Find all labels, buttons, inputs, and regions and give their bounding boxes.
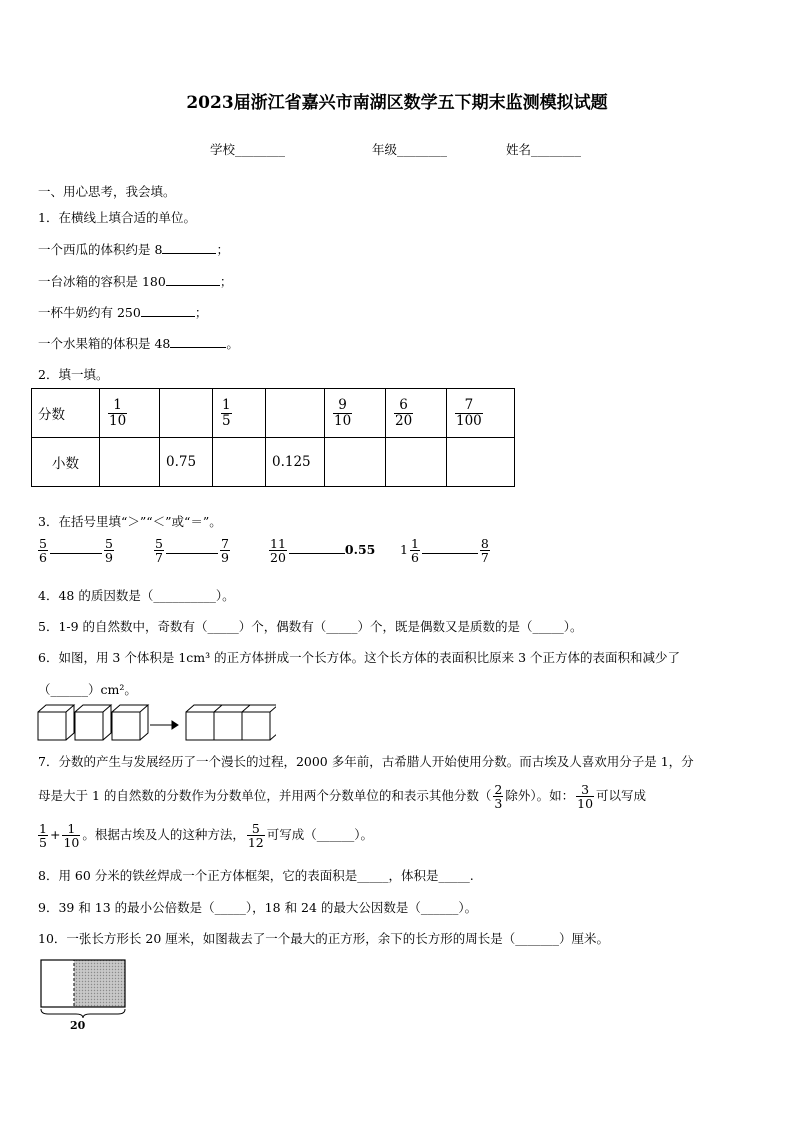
q1-line-tail: 。 — [226, 336, 239, 351]
table-cell-blank[interactable] — [100, 438, 160, 487]
row-label: 分数 — [32, 389, 100, 438]
q1-line-1 — [38, 240, 229, 258]
answer-blank[interactable] — [162, 240, 216, 254]
q6-line-1: 6．如图，用 3 个体积是 1cm³ 的正方体拼成一个长方体。这个长方体的表面积比原来 3 个正方体的表面积和减少了 — [38, 650, 681, 665]
school-blank[interactable]: ________ — [235, 142, 286, 157]
grade-field — [372, 140, 447, 158]
table-cell-blank[interactable] — [160, 389, 213, 438]
page-title: 2023届浙江省嘉兴市南湖区数学五下期末监测模拟试题 — [186, 93, 608, 113]
q1-stem: 1．在横线上填合适的单位。 — [38, 210, 196, 225]
grade-blank[interactable]: ________ — [397, 142, 448, 157]
compare-item-1: $\frac{5}{6}$ $\frac{5}{9}$ — [39, 536, 113, 566]
table-cell-blank[interactable] — [266, 389, 325, 438]
q9: 9．39 和 13 的最小公倍数是（_____），18 和 24 的最大公因数是（______）。 — [38, 900, 478, 915]
compare-blank[interactable] — [50, 540, 102, 554]
compare-blank[interactable] — [289, 540, 345, 554]
compare-item-4: 1 $\frac{1}{6}$ $\frac{8}{7}$ — [400, 536, 489, 566]
q1-line-tail: ； — [194, 305, 208, 320]
compare-blank[interactable] — [166, 540, 218, 554]
q7-line-2: 母是大于 1 的自然数的分数作为分数单位，并用两个分数单位的和表示其他分数（ $\frac{2}{3}$ 除外）。如： $\frac{3}{10}$ 可以写成 — [38, 782, 647, 812]
school-field — [210, 140, 285, 158]
table-cell: 0.75 — [160, 438, 213, 487]
name-field — [506, 140, 581, 158]
cube-edges — [38, 705, 74, 740]
table-cell: $\frac{9}{10}$ — [325, 389, 386, 438]
q1-line-text: 一个西瓜的体积约是 8 — [38, 242, 163, 257]
q1-line-tail: ； — [219, 274, 233, 289]
q7-line-1: 7．分数的产生与发展经历了一个漫长的过程，2000 多年前，古希腊人开始使用分数。而古埃及人喜欢用分子是 1，分 — [38, 754, 694, 769]
compare-item-2: $\frac{5}{7}$ $\frac{7}{9}$ — [155, 536, 229, 566]
cube-front — [38, 712, 66, 740]
answer-blank[interactable] — [141, 303, 195, 317]
table-row-decimal — [32, 438, 515, 487]
figure-length-label: 20 — [70, 1019, 86, 1032]
q2-stem: 2．填一填。 — [38, 367, 109, 382]
q1-line-2 — [38, 272, 232, 290]
name-blank[interactable]: ________ — [531, 142, 582, 157]
q5: 5．1-9 的自然数中，奇数有（_____）个，偶数有（_____）个，既是偶数又是质数的是（_____）。 — [38, 619, 583, 634]
q1-line-4 — [38, 334, 239, 352]
row-label: 小数 — [32, 438, 100, 487]
table-cell: 0.125 — [266, 438, 325, 487]
table-cell-blank[interactable] — [213, 438, 266, 487]
compare-item-3: $\frac{11}{20}$ 0.55 — [270, 536, 376, 566]
q8: 8．用 60 分米的铁丝焊成一个正方体框架，它的表面积是_____，体积是_____. — [38, 868, 474, 883]
school-label: 学校 — [210, 142, 236, 157]
q3-stem: 3．在括号里填“＞”“＜”或“＝”。 — [38, 514, 222, 529]
q1-line-text: 一台冰箱的容积是 180 — [38, 274, 166, 289]
q4: 4．48 的质因数是（__________）。 — [38, 588, 235, 603]
q1-line-text: 一个水果箱的体积是 48 — [38, 336, 171, 351]
cube-front — [75, 712, 103, 740]
section-heading: 一、用心思考，我会填。 — [38, 184, 176, 199]
table-row-fraction — [32, 389, 515, 438]
cubes-figure — [36, 703, 276, 743]
table-cell: $\frac{1}{10}$ — [100, 389, 160, 438]
compare-blank[interactable] — [422, 540, 478, 554]
table-cell: $\frac{6}{20}$ — [386, 389, 447, 438]
q10: 10．一张长方形长 20 厘米，如图裁去了一个最大的正方形，余下的长方形的周长是（_______）厘米。 — [38, 931, 610, 946]
q6-line-2: （______）cm²。 — [38, 682, 137, 697]
table-cell-blank[interactable] — [325, 438, 386, 487]
cut-square-shaded — [74, 960, 125, 1007]
cuboid-front — [186, 712, 270, 740]
q1-line-tail: ； — [216, 242, 229, 257]
table-cell: $\frac{7}{100}$ — [447, 389, 515, 438]
answer-blank[interactable] — [166, 272, 220, 286]
name-label: 姓名 — [506, 142, 532, 157]
grade-label: 年级 — [372, 142, 398, 157]
length-brace — [41, 1009, 125, 1018]
q1-line-3 — [38, 303, 207, 321]
q7-line-3: $\frac{1}{5}$ + $\frac{1}{10}$ 。根据古埃及人的这种方法， $\frac{5}{12}$ 可写成（______）。 — [39, 821, 374, 851]
table-cell-blank[interactable] — [447, 438, 515, 487]
table-cell: $\frac{1}{5}$ — [213, 389, 266, 438]
fraction-decimal-table — [31, 388, 515, 487]
answer-blank[interactable] — [170, 334, 226, 348]
table-cell-blank[interactable] — [386, 438, 447, 487]
q1-line-text: 一杯牛奶约有 250 — [38, 305, 141, 320]
